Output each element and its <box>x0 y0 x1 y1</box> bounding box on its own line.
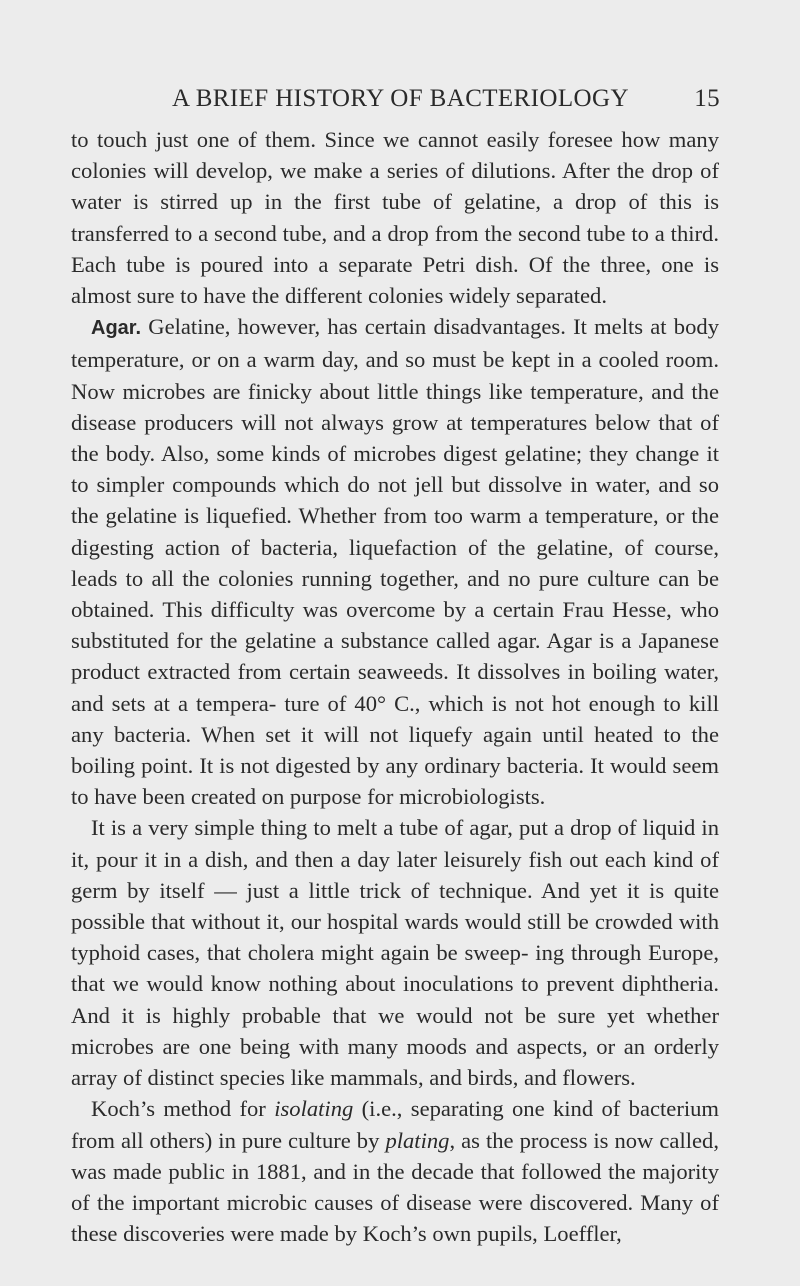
paragraph-agar-text: Gelatine, however, has certain disadvantages. It melts at body temperature, or on a warm day, and so must be kept in a cooled room. Now microbes are finicky about little things like temperature, and the disease producers will not always grow at temperatures below that of the body. Also, some kinds of microbes digest gelatine; they change it to simpler compounds which do not jell but dissolve in water, and so the gelatine is liquefied. Whether from too warm a temperature, or the digesting action of bacteria, liquefaction of the gelatine, of course, leads to all the colonies running together, and no pure culture can be obtained. This difficulty was overcome by a certain Frau Hesse, who substituted for the gelatine a substance called agar. Agar is a Japanese product extracted from certain seaweeds. It dissolves in boiling water, and sets at a tempera- ture of 40° C., which is not hot enough to kill any bacteria. When set it will not liquefy again until heated to the boiling point. It is not digested by any ordinary bacteria. It would seem to have been created on purpose for microbiologists. <box>71 314 719 810</box>
paragraph-technique <box>71 812 719 1093</box>
term-isolating: isolating <box>274 1096 354 1122</box>
running-title: A BRIEF HISTORY OF BACTERIOLOGY <box>172 85 629 112</box>
koch-text-b: (i.e., separating one kind of bacterium from all others) in pure culture by <box>71 1096 719 1153</box>
page-number: 15 <box>694 85 720 112</box>
paragraph-dilutions <box>71 124 719 311</box>
paragraph-technique-text: It is a very simple thing to melt a tube of agar, put a drop of liquid in it, pour it in a dish, and then a day later leisurely fish out each kind of germ by itself — just a little trick of technique. And yet it is quite possible that without it, our hospital wards would still be crowded with typhoid cases, that cholera might again be sweep- ing through Europe, that we would know nothing about inoculations to prevent diphtheria. And it is highly probable that we would not be sure yet whether microbes are one being with many moods and aspects, or an orderly array of distinct species like mammals, and birds, and flowers. <box>71 815 719 1091</box>
run-in-heading-agar: Agar. <box>91 317 142 340</box>
paragraph-agar <box>71 311 719 812</box>
paragraph-koch-method <box>71 1093 719 1249</box>
koch-text-c: , as the process is now called, was made public in 1881, and in the decade that followed the majority of the important microbic causes of disease were discovered. Many of these discoveries were made by Koch’s own pupils, Loeffler, <box>71 1127 719 1247</box>
term-plating: plating <box>385 1127 450 1153</box>
paragraph-dilutions-text: to touch just one of them. Since we cannot easily foresee how many colonies will develop, we make a series of dilutions. After the drop of water is stirred up in the first tube of gelatine, a drop of this is transferred to a second tube, and a drop from the second tube to a third. Each tube is poured into a separate Petri dish. Of the three, one is almost sure to have the different colonies widely separated. <box>71 127 719 309</box>
running-head <box>70 82 720 116</box>
body-text <box>71 124 719 1249</box>
koch-text-a: Koch’s method for <box>91 1096 266 1122</box>
